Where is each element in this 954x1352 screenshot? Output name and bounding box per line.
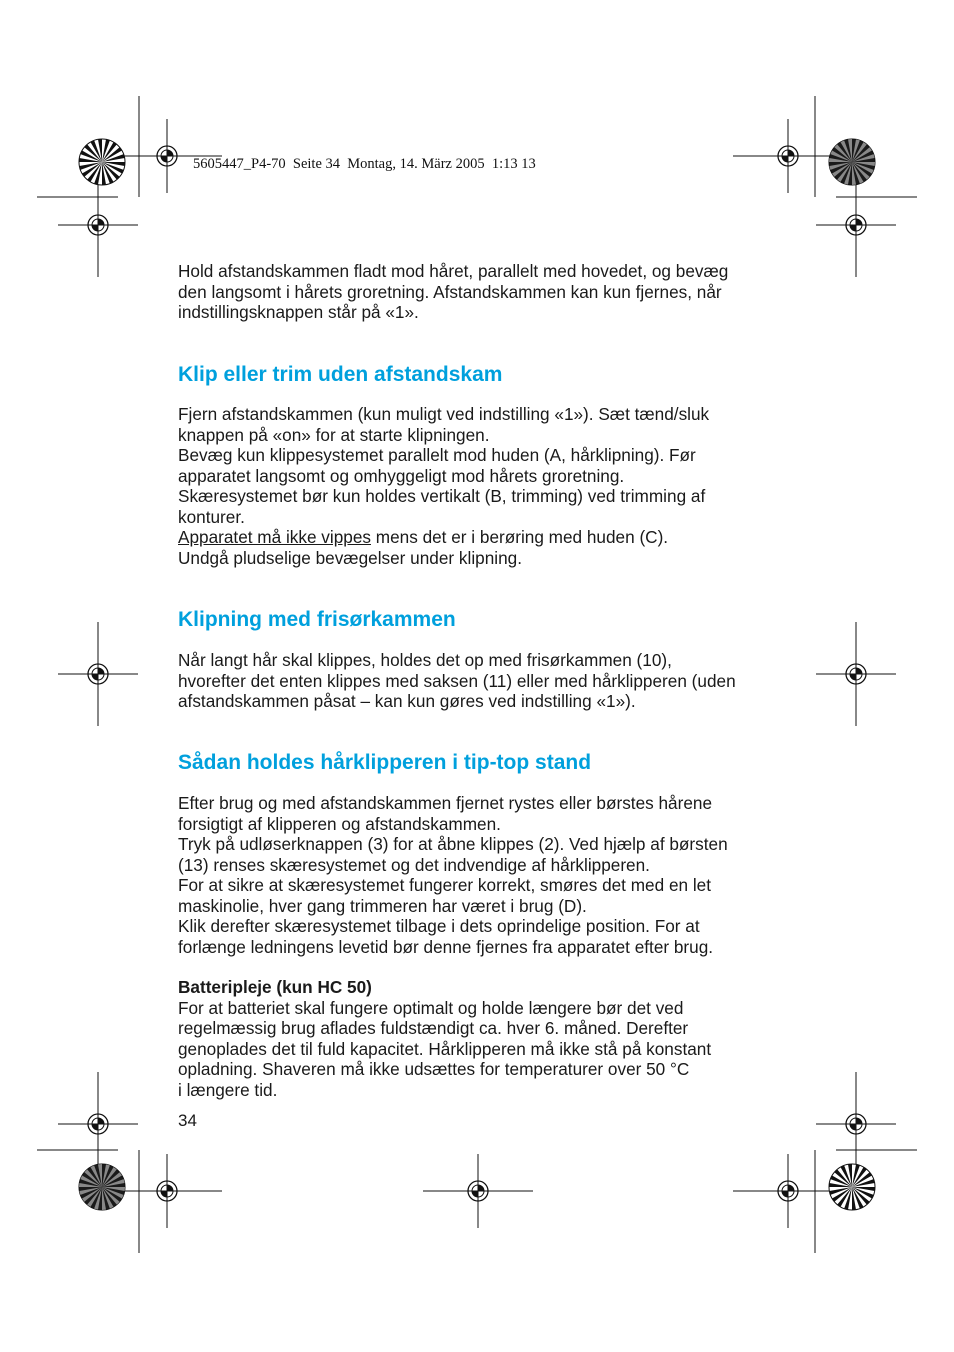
underlined-warning: Apparatet må ikke vippes: [178, 527, 371, 547]
registration-target-icon: [816, 1072, 896, 1176]
registration-target-icon: [423, 1154, 533, 1228]
warning-line: Apparatet må ikke vippes mens det er i berøring med huden (C).: [178, 527, 669, 547]
starburst-mark-icon: [79, 1164, 125, 1210]
battery-care-block: Batteripleje (kun HC 50) For at batteriet skal fungere optimalt og holde længere bør det ved regelmæssig brug aflades fuldstændigt ca. hver 6. måned. Derefter genoplades det til fuld kapacitet. Hårklipperen må ikke stå på konstant opladning. Shaveren må ikke udsættes for temperaturer over 50 °C i længere tid.: [178, 977, 778, 1100]
registration-target-icon: [112, 1154, 222, 1228]
starburst-mark-icon: [829, 139, 875, 185]
registration-target-icon: [733, 1154, 843, 1228]
registration-target-icon: [816, 622, 896, 726]
page-number: 34: [178, 1111, 197, 1130]
registration-target-icon: [58, 622, 138, 726]
registration-target-icon: [733, 119, 843, 193]
heading-frisoerkammen: Klipning med frisørkammen: [178, 608, 456, 631]
battery-care-heading: Batteripleje (kun HC 50): [178, 977, 372, 997]
intro-paragraph: Hold afstandskammen fladt mod håret, parallelt med hovedet, og bevæg den langsomt i hårets groretning. Afstandskammen kan kun fjernes, når indstillingsknappen står på «1».: [178, 261, 729, 322]
heading-klip-eller-trim: Klip eller trim uden afstandskam: [178, 363, 503, 386]
section-klip-eller-trim-text: Fjern afstandskammen (kun muligt ved indstilling «1»). Sæt tænd/sluk knappen på «on» for at starte klipningen. Bevæg kun klippesystemet parallelt mod huden (A, hårklipning). Før apparatet langsomt og omhyggeligt mod hårets groretning. Skæresystemet bør kun holdes vertikalt (B, trimming) ved trimming af konturer. Apparatet må ikke vippes mens det er i berøring med huden (C). Undgå pludselige bevægelser under klipning.: [178, 404, 778, 568]
section-frisoerkammen-text: Når langt hår skal klippes, holdes det op med frisørkammen (10), hvorefter det enten klippes med saksen (11) eller med hårklipperen (uden afstandskammen påsat – kan kun gøres ved indstilling «1»).: [178, 650, 736, 711]
starburst-mark-icon: [829, 1164, 875, 1210]
section-tip-top-stand-text: Efter brug og med afstandskammen fjernet rystes eller børstes hårene forsigtigt af klipperen og afstandskammen. Tryk på udløserknappen (3) for at åbne klippes (2). Ved hjælp af børsten (13) renses skæresystemet og det indvendige af hårklipperen. For at sikre at skæresystemet fungerer korrekt, smøres det med en let maskinolie, hver gang trimmeren har været i brug (D). Klik derefter skæresystemet tilbage i dets oprindelige position. For at forlænge ledningens levetid bør denne fjernes fra apparatet efter brug.: [178, 793, 728, 957]
print-slug-line: 5605447_P4-70 Seite 34 Montag, 14. März 2005 1:13 13: [193, 156, 536, 172]
registration-target-icon: [816, 173, 896, 277]
heading-tip-top-stand: Sådan holdes hårklipperen i tip-top stand: [178, 751, 592, 774]
registration-target-icon: [58, 173, 138, 277]
starburst-mark-icon: [79, 139, 125, 185]
registration-target-icon: [58, 1072, 138, 1176]
